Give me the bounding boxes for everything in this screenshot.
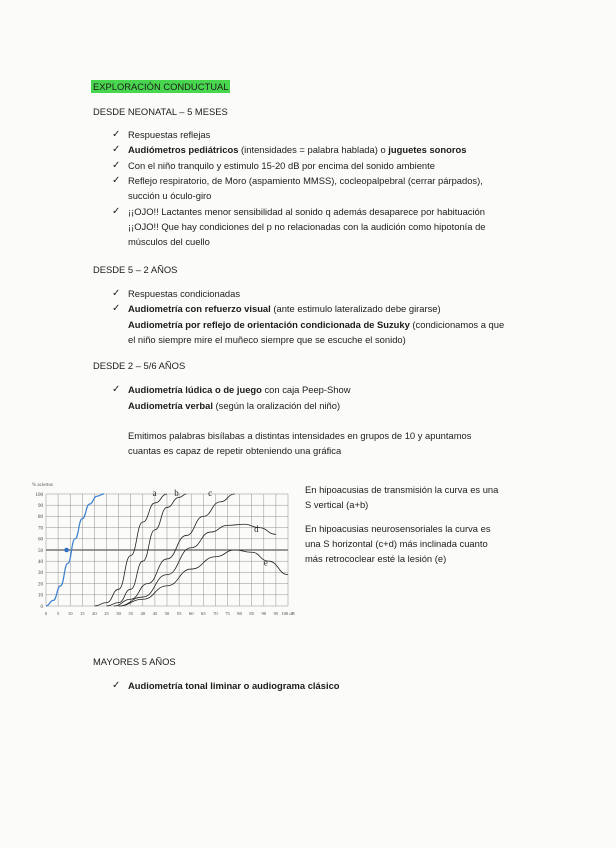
y-tick-labels bbox=[36, 493, 44, 610]
side-note-line: En hipoacusias neurosensoriales la curva es bbox=[305, 523, 491, 534]
curve-label-d: d bbox=[254, 524, 259, 535]
side-note-line: más retrococlear esté la lesión (e) bbox=[305, 553, 447, 564]
item-text bbox=[128, 143, 522, 157]
x-tick-label: 80 bbox=[237, 611, 242, 616]
x-tick-labels bbox=[45, 611, 295, 616]
bold-term: Audiómetros pediátricos bbox=[128, 144, 239, 155]
checkmark-icon: ✓ bbox=[112, 288, 121, 299]
checkmark-icon: ✓ bbox=[112, 160, 121, 171]
x-tick-label: 20 bbox=[92, 611, 97, 616]
y-tick-label: 100 bbox=[35, 492, 43, 498]
speech-audiometry-chart bbox=[30, 478, 295, 624]
x-tick-label: 45 bbox=[152, 611, 158, 616]
y-tick-label: 30 bbox=[38, 571, 43, 577]
x-tick-label: 90 bbox=[261, 611, 267, 616]
x-tick-label: 85 bbox=[249, 611, 254, 616]
item-text: ¡¡OJO!! Lactantes menor sensibilidad al sonido q además desaparece por habituación bbox=[128, 206, 485, 217]
y-axis-label: % aciertos bbox=[32, 483, 53, 488]
document-title: EXPLORACIÓN CONDUCTUAL bbox=[93, 81, 229, 92]
item-text: Respuestas reflejas bbox=[128, 129, 211, 140]
y-tick-label: 50 bbox=[38, 548, 43, 554]
x-tick-label: 25 bbox=[104, 611, 109, 616]
x-tick-label: 30 bbox=[116, 611, 121, 616]
item-detail: (según la oralización del niño) bbox=[212, 400, 341, 411]
section-heading-neonatal: DESDE NEONATAL – 5 MESES bbox=[93, 106, 228, 117]
item-continuation: el niño siempre mire el muñeco siempre que se escuche el sonido) bbox=[128, 334, 406, 345]
checkmark-icon: ✓ bbox=[112, 206, 121, 217]
threshold-point bbox=[64, 548, 69, 553]
curve-label-e: e bbox=[263, 557, 268, 568]
item-continuation bbox=[128, 318, 518, 332]
y-tick-label: 10 bbox=[38, 593, 43, 599]
checkmark-icon: ✓ bbox=[112, 303, 121, 314]
bold-term: Audiometría con refuerzo visual bbox=[128, 303, 271, 314]
x-tick-label: 40 bbox=[140, 611, 146, 616]
x-tick-label: 75 bbox=[225, 611, 230, 616]
paragraph-line: cuantas es capaz de repetir obteniendo una gráfica bbox=[128, 445, 342, 456]
y-tick-label: 70 bbox=[38, 526, 43, 532]
item-detail: (ante estimulo lateralizado debe girarse) bbox=[270, 303, 441, 314]
x-tick-label: 65 bbox=[201, 611, 206, 616]
item-text: Respuestas condicionadas bbox=[128, 288, 241, 299]
item-detail: (intensidades = palabra hablada) o bbox=[238, 144, 389, 155]
section-heading-2y-6y: DESDE 2 – 5/6 AÑOS bbox=[93, 360, 186, 371]
item-detail: (condicionamos a que bbox=[409, 319, 505, 330]
section-heading-5m-2y: DESDE 5 – 2 AÑOS bbox=[93, 264, 178, 275]
x-tick-label: 70 bbox=[213, 611, 218, 616]
item-continuation: músculos del cuello bbox=[128, 236, 210, 247]
curve-label-b: b bbox=[174, 488, 179, 499]
x-tick-label: 0 bbox=[44, 611, 48, 616]
item-text bbox=[128, 679, 522, 693]
y-tick-label: 80 bbox=[38, 515, 43, 521]
bold-term: Audiometría verbal bbox=[128, 400, 213, 411]
bold-term: juguetes sonoros bbox=[388, 144, 467, 155]
item-text: Con el niño tranquilo y estimulo 15-20 dB por encima del sonido ambiente bbox=[128, 160, 435, 171]
item-continuation: succión u óculo-giro bbox=[128, 190, 212, 201]
side-note-line: una S horizontal (c+d) más inclinada cuanto bbox=[305, 538, 488, 549]
x-tick-label: 60 bbox=[188, 611, 194, 616]
item-text bbox=[128, 302, 522, 316]
curve-label-a: a bbox=[152, 488, 157, 499]
checkmark-icon: ✓ bbox=[112, 175, 121, 186]
curve-label-c: c bbox=[208, 488, 213, 499]
checkmark-icon: ✓ bbox=[112, 129, 121, 140]
x-tick-label: 35 bbox=[128, 611, 133, 616]
paragraph-line: Emitimos palabras bisílabas a distintas intensidades en grupos de 10 y apuntamos bbox=[128, 430, 472, 441]
x-tick-label: 55 bbox=[176, 611, 182, 616]
x-tick-label: 5 bbox=[56, 611, 60, 616]
item-detail: con caja Peep-Show bbox=[261, 384, 351, 395]
side-note-line: S vertical (a+b) bbox=[305, 499, 369, 510]
y-tick-label: 40 bbox=[38, 560, 43, 565]
x-tick-label: 95 bbox=[273, 611, 279, 616]
x-tick-label: 15 bbox=[80, 611, 85, 616]
chart-grid bbox=[46, 494, 288, 606]
bold-term: Audiometría tonal liminar o audiograma clásico bbox=[128, 680, 340, 691]
x-tick-label: 100 dB bbox=[281, 611, 295, 616]
y-tick-label: 0 bbox=[40, 604, 43, 610]
item-text: Reflejo respiratorio, de Moro (aspamiento MMSS), cocleopalpebral (cerrar párpados), bbox=[128, 175, 483, 186]
x-tick-label: 10 bbox=[67, 611, 73, 616]
side-note-line: En hipoacusias de transmisión la curva es una bbox=[305, 484, 499, 495]
item-continuation bbox=[128, 399, 518, 413]
item-continuation: ¡¡OJO!! Que hay condiciones del p no relacionadas con la audición como hipotonía de bbox=[128, 221, 486, 232]
y-tick-label: 20 bbox=[38, 582, 43, 588]
curve-labels bbox=[152, 488, 267, 567]
item-text bbox=[128, 383, 522, 397]
bold-term: Audiometría lúdica o de juego bbox=[128, 384, 262, 395]
x-tick-label: 50 bbox=[164, 611, 170, 616]
checkmark-icon: ✓ bbox=[112, 680, 121, 691]
checkmark-icon: ✓ bbox=[112, 384, 121, 395]
bold-term: Audiometría por reflejo de orientación condicionada de Suzuky bbox=[128, 319, 410, 330]
checkmark-icon: ✓ bbox=[112, 144, 121, 155]
y-tick-label: 60 bbox=[38, 537, 43, 543]
section-heading-over-5y: MAYORES 5 AÑOS bbox=[93, 656, 176, 667]
y-tick-label: 90 bbox=[38, 504, 43, 509]
curve-d bbox=[119, 524, 276, 606]
